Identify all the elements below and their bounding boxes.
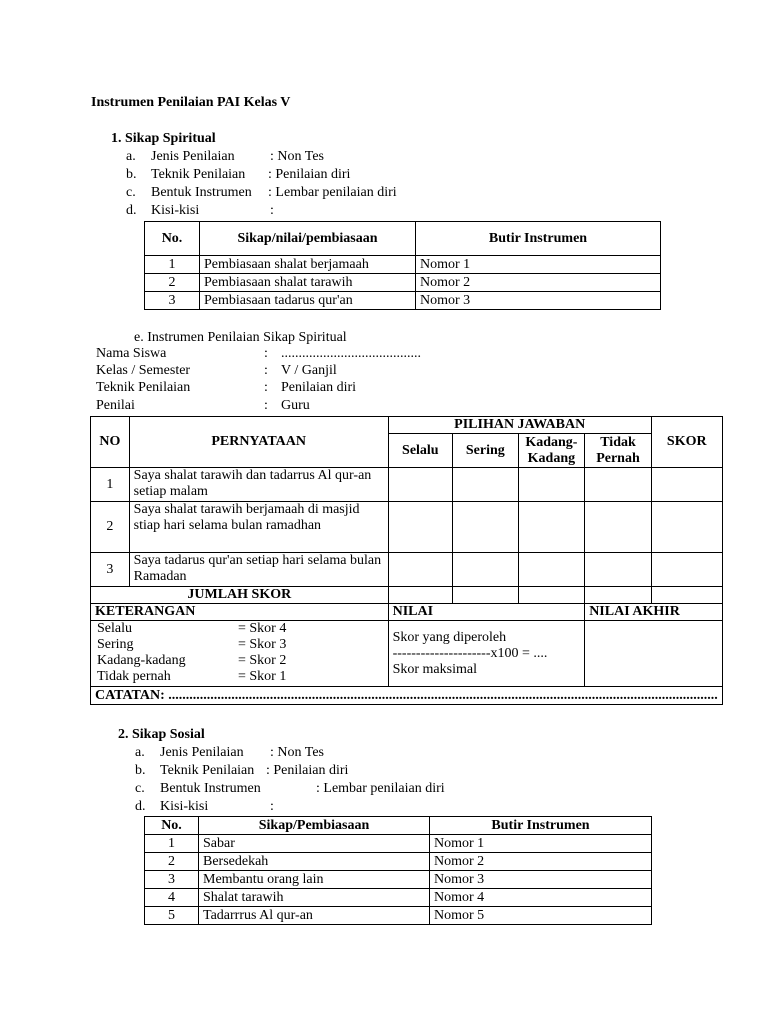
table-cell: Pembiasaan tadarus qur'an (200, 292, 416, 310)
table-cell: Shalat tarawih (199, 889, 430, 907)
info-sep: : (264, 346, 268, 361)
item-label: Teknik Penilaian (160, 763, 255, 778)
catatan-line: CATATAN: ............................................................................................................................................................. (91, 687, 723, 705)
item-label: Bentuk Instrumen (160, 781, 261, 796)
table-row (145, 274, 661, 292)
info-label: Nama Siswa (96, 346, 167, 361)
answer-cell[interactable] (518, 553, 585, 587)
score-legend (91, 621, 389, 687)
item-value: : Non Tes (270, 149, 324, 164)
legend-name: Sering (97, 637, 134, 652)
assessment-table (90, 416, 723, 705)
choices-header: PILIHAN JAWABAN (388, 417, 651, 434)
choice-header: Sering (453, 434, 519, 468)
keterangan-label: KETERANGAN (91, 604, 389, 621)
formula-denominator: Skor maksimal (392, 661, 477, 677)
formula-numerator: Skor yang diperoleh (392, 629, 507, 645)
info-label: Kelas / Semester (96, 363, 191, 378)
info-sep: : (264, 363, 268, 378)
legend-score: = Skor 3 (238, 637, 287, 652)
table-header: Butir Instrumen (416, 222, 661, 256)
section1-heading: 1. Sikap Spiritual (111, 131, 216, 146)
item-value: : Lembar penilaian diri (268, 185, 397, 200)
table-cell: Nomor 2 (430, 853, 652, 871)
table-cell: Nomor 5 (430, 907, 652, 925)
table-cell: Bersedekah (199, 853, 430, 871)
score-cell[interactable] (651, 502, 722, 553)
nilai-label: NILAI (388, 604, 585, 621)
score-cell[interactable] (651, 553, 722, 587)
row-number: 2 (91, 502, 130, 553)
info-sep: : (264, 398, 268, 413)
table-cell: 1 (145, 256, 200, 274)
answer-cell[interactable] (585, 502, 652, 553)
total-cell[interactable] (518, 587, 585, 604)
answer-cell[interactable] (453, 553, 519, 587)
section2-heading: 2. Sikap Sosial (118, 727, 205, 742)
table-header: Sikap/Pembiasaan (199, 817, 430, 835)
item-value: : (270, 203, 274, 218)
info-label: Penilai (96, 398, 135, 413)
table-cell: Pembiasaan shalat berjamaah (200, 256, 416, 274)
item-label: Jenis Penilaian (160, 745, 244, 760)
table-row (145, 889, 652, 907)
document-title: Instrumen Penilaian PAI Kelas V (91, 95, 291, 110)
legend-score: = Skor 4 (238, 621, 287, 636)
table-cell: Nomor 3 (430, 871, 652, 889)
row-number: 3 (91, 553, 130, 587)
item-label: Kisi-kisi (160, 799, 209, 814)
info-label: Teknik Penilaian (96, 380, 191, 395)
total-cell[interactable] (651, 587, 722, 604)
table-cell: 3 (145, 292, 200, 310)
item-letter: c. (126, 185, 136, 200)
info-value: Guru (281, 398, 310, 413)
answer-cell[interactable] (388, 502, 452, 553)
statement-text: Saya shalat tarawih dan tadarrus Al qur-an setiap malam (129, 468, 388, 502)
table-row (145, 853, 652, 871)
table-row (91, 502, 723, 553)
kisi-table-spiritual (144, 221, 661, 310)
legend-name: Selalu (97, 621, 132, 636)
table-cell: Membantu orang lain (199, 871, 430, 889)
table-cell: 3 (145, 871, 199, 889)
table-cell: Nomor 1 (416, 256, 661, 274)
score-header: SKOR (651, 417, 722, 468)
assessment-subheading: e. Instrumen Penilaian Sikap Spiritual (134, 330, 347, 345)
statement-text: Saya shalat tarawih berjamaah di masjid stiap hari selama bulan ramadhan (129, 502, 388, 553)
table-cell: Sabar (199, 835, 430, 853)
table-row (145, 907, 652, 925)
answer-cell[interactable] (388, 468, 452, 502)
answer-cell[interactable] (585, 468, 652, 502)
table-cell: Nomor 3 (416, 292, 661, 310)
table-cell: 2 (145, 853, 199, 871)
table-header: Butir Instrumen (430, 817, 652, 835)
choice-header: Tidak Pernah (585, 434, 652, 468)
legend-name: Kadang-kadang (97, 653, 186, 668)
table-cell: Pembiasaan shalat tarawih (200, 274, 416, 292)
answer-cell[interactable] (518, 502, 585, 553)
item-label: Jenis Penilaian (151, 149, 235, 164)
choice-header: Kadang-Kadang (518, 434, 585, 468)
item-letter: d. (135, 799, 146, 814)
table-header: No. (145, 222, 200, 256)
table-cell: Nomor 1 (430, 835, 652, 853)
answer-cell[interactable] (453, 468, 519, 502)
table-row (91, 553, 723, 587)
table-cell: Tadarrrus Al qur-an (199, 907, 430, 925)
item-letter: b. (126, 167, 137, 182)
answer-cell[interactable] (453, 502, 519, 553)
choice-header: Selalu (388, 434, 452, 468)
info-sep: : (264, 380, 268, 395)
statement-text: Saya tadarus qur'an setiap hari selama bulan Ramadan (129, 553, 388, 587)
table-header: Sikap/nilai/pembiasaan (200, 222, 416, 256)
item-label: Bentuk Instrumen (151, 185, 252, 200)
table-cell: 2 (145, 274, 200, 292)
item-letter: a. (126, 149, 136, 164)
kisi-table-sosial (144, 816, 652, 925)
formula-line: ---------------------x100 = .... (392, 645, 548, 661)
item-letter: d. (126, 203, 137, 218)
item-value: : Penilaian diri (266, 763, 349, 778)
table-cell: 1 (145, 835, 199, 853)
legend-name: Tidak pernah (97, 669, 171, 684)
table-row (145, 292, 661, 310)
final-score-cell[interactable] (585, 621, 723, 687)
item-label: Teknik Penilaian (151, 167, 246, 182)
table-row (145, 256, 661, 274)
statement-header: PERNYATAAN (129, 417, 388, 468)
no-header: NO (91, 417, 130, 468)
item-label: Kisi-kisi (151, 203, 200, 218)
item-letter: b. (135, 763, 146, 778)
legend-score: = Skor 2 (238, 653, 287, 668)
info-value: ........................................ (281, 346, 421, 361)
info-value: Penilaian diri (281, 380, 357, 395)
table-cell: 4 (145, 889, 199, 907)
total-label: JUMLAH SKOR (91, 587, 389, 604)
item-letter: a. (135, 745, 145, 760)
info-value: V / Ganjil (281, 363, 337, 378)
total-cell[interactable] (453, 587, 519, 604)
item-value: : (270, 799, 274, 814)
table-row (145, 835, 652, 853)
score-formula (388, 621, 585, 687)
table-cell: 5 (145, 907, 199, 925)
item-value: : Lembar penilaian diri (316, 781, 445, 796)
score-cell[interactable] (651, 468, 722, 502)
total-cell[interactable] (585, 587, 652, 604)
answer-cell[interactable] (585, 553, 652, 587)
table-row (91, 468, 723, 502)
table-cell: Nomor 2 (416, 274, 661, 292)
table-cell: Nomor 4 (430, 889, 652, 907)
item-letter: c. (135, 781, 145, 796)
legend-score: = Skor 1 (238, 669, 287, 684)
item-value: : Penilaian diri (268, 167, 351, 182)
table-row (145, 871, 652, 889)
row-number: 1 (91, 468, 130, 502)
answer-cell[interactable] (518, 468, 585, 502)
item-value: : Non Tes (270, 745, 324, 760)
total-cell[interactable] (388, 587, 452, 604)
answer-cell[interactable] (388, 553, 452, 587)
nilai-akhir-label: NILAI AKHIR (585, 604, 723, 621)
table-header: No. (145, 817, 199, 835)
